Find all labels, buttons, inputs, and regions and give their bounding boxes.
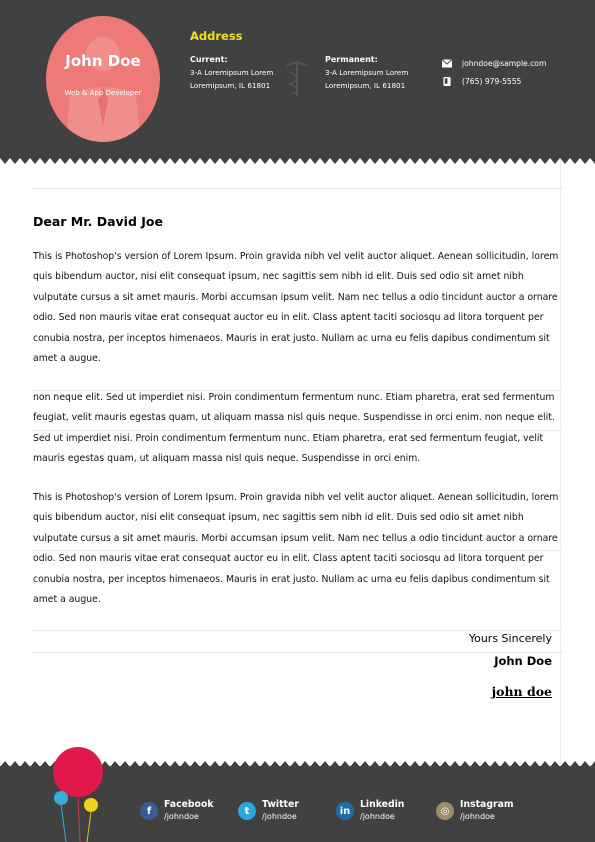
paragraph: This is Photoshop's version of Lorem Ipsum. Proin gravida nibh vel velit auctor aliquet. Aenean sollicitudin, lorem quis bibendum auctor, nisi elit consequat ipsum, nec sagittis sem nibh id elit. Duis sed odio sit amet nibh vulputate cursus a sit amet mauris. Morbi accumsan ipsum velit. Nam nec tellus a odio tincidunt auctor a ornare odio. Sed non mauris vitae erat consequat auctor eu in elit. Class aptent taciti sociosqu ad litora torquent per conubia nostra, per inceptos himenaeos. Mauris in erat justo. Nullam ac urna eu felis dapibus condimentum sit amet a augue. [33,492,559,606]
permanent-line2: Loremipsum, IL 61801 [325,81,406,90]
divider [33,652,563,653]
name-title: John Doe [65,52,141,70]
social-name: Twitter [262,799,299,810]
signature: john doe [491,684,552,699]
envelope-icon [442,59,452,68]
paragraph: non neque elit. Sed ut imperdiet nisi. Proin condimentum fermentum nunc. Etiam pharetra, erat sed fermentum feugiat, velit mauris egestas quam, ut aliquam massa nisl quis neque. Suspendisse in orci enim. non neque elit. Sed ut imperdiet nisi. Proin condimentum fermentum nunc. Etiam pharetra, erat sed fermentum feugiat, velit mauris egestas quam, ut aliquam massa nisl quis neque. Suspendisse in orci enim. [33,392,555,465]
person-silhouette-icon [46,16,160,142]
salutation: Dear Mr. David Joe [33,214,163,229]
social-twitter[interactable] [238,799,299,823]
balloons-icon [40,740,120,842]
social-instagram[interactable] [436,799,514,823]
current-line2: Loremipsum, IL 61801 [190,81,271,90]
zigzag-border-top [0,152,595,166]
avatar [46,16,160,142]
social-handle[interactable]: /johndoe [460,812,495,821]
divider [33,188,563,189]
phone-text[interactable]: (765) 979-5555 [462,77,522,86]
current-label: Current: [190,55,228,64]
twitter-icon: t [238,802,256,820]
address-heading: Address [190,29,243,43]
social-facebook[interactable] [140,799,214,823]
linkedin-icon: in [336,802,354,820]
current-address [190,53,273,92]
social-handle[interactable]: /johndoe [164,812,199,821]
social-name: Facebook [164,799,214,810]
social-name: Linkedin [360,799,405,810]
facebook-icon: f [140,802,158,820]
social-handle[interactable]: /johndoe [262,812,297,821]
caduceus-watermark-icon [284,58,310,98]
job-title: Web & App Developer [64,89,142,97]
closing: Yours Sincerely [468,632,552,645]
signer-name: John Doe [494,654,552,668]
divider [33,630,563,631]
phone-contact[interactable] [442,77,521,86]
email-contact[interactable] [442,59,546,68]
email-text[interactable]: johndoe@sample.com [462,59,547,68]
social-name: Instagram [460,799,514,810]
permanent-label: Permanent: [325,55,378,64]
current-line1: 3-A Loremipsum Lorem [190,68,274,77]
paragraph: This is Photoshop's version of Lorem Ipsum. Proin gravida nibh vel velit auctor aliquet. Aenean sollicitudin, lorem quis bibendum auctor, nisi elit consequat ipsum, nec sagittis sem nibh id elit. Duis sed odio sit amet nibh vulputate cursus a sit amet mauris. Morbi accumsan ipsum velit. Nam nec tellus a odio tincidunt auctor a ornare odio. Sed non mauris vitae erat consequat auctor eu in elit. Class aptent taciti sociosqu ad litora torquent per conubia nostra, per inceptos himenaeos. Mauris in erat justo. Nullam ac urna eu felis dapibus condimentum sit amet a augue. [33,251,559,365]
social-handle[interactable]: /johndoe [360,812,395,821]
instagram-icon: ◎ [436,802,454,820]
permanent-line1: 3-A Loremipsum Lorem [325,68,409,77]
social-linkedin[interactable] [336,799,404,823]
permanent-address [325,53,408,92]
phone-icon [442,77,452,86]
